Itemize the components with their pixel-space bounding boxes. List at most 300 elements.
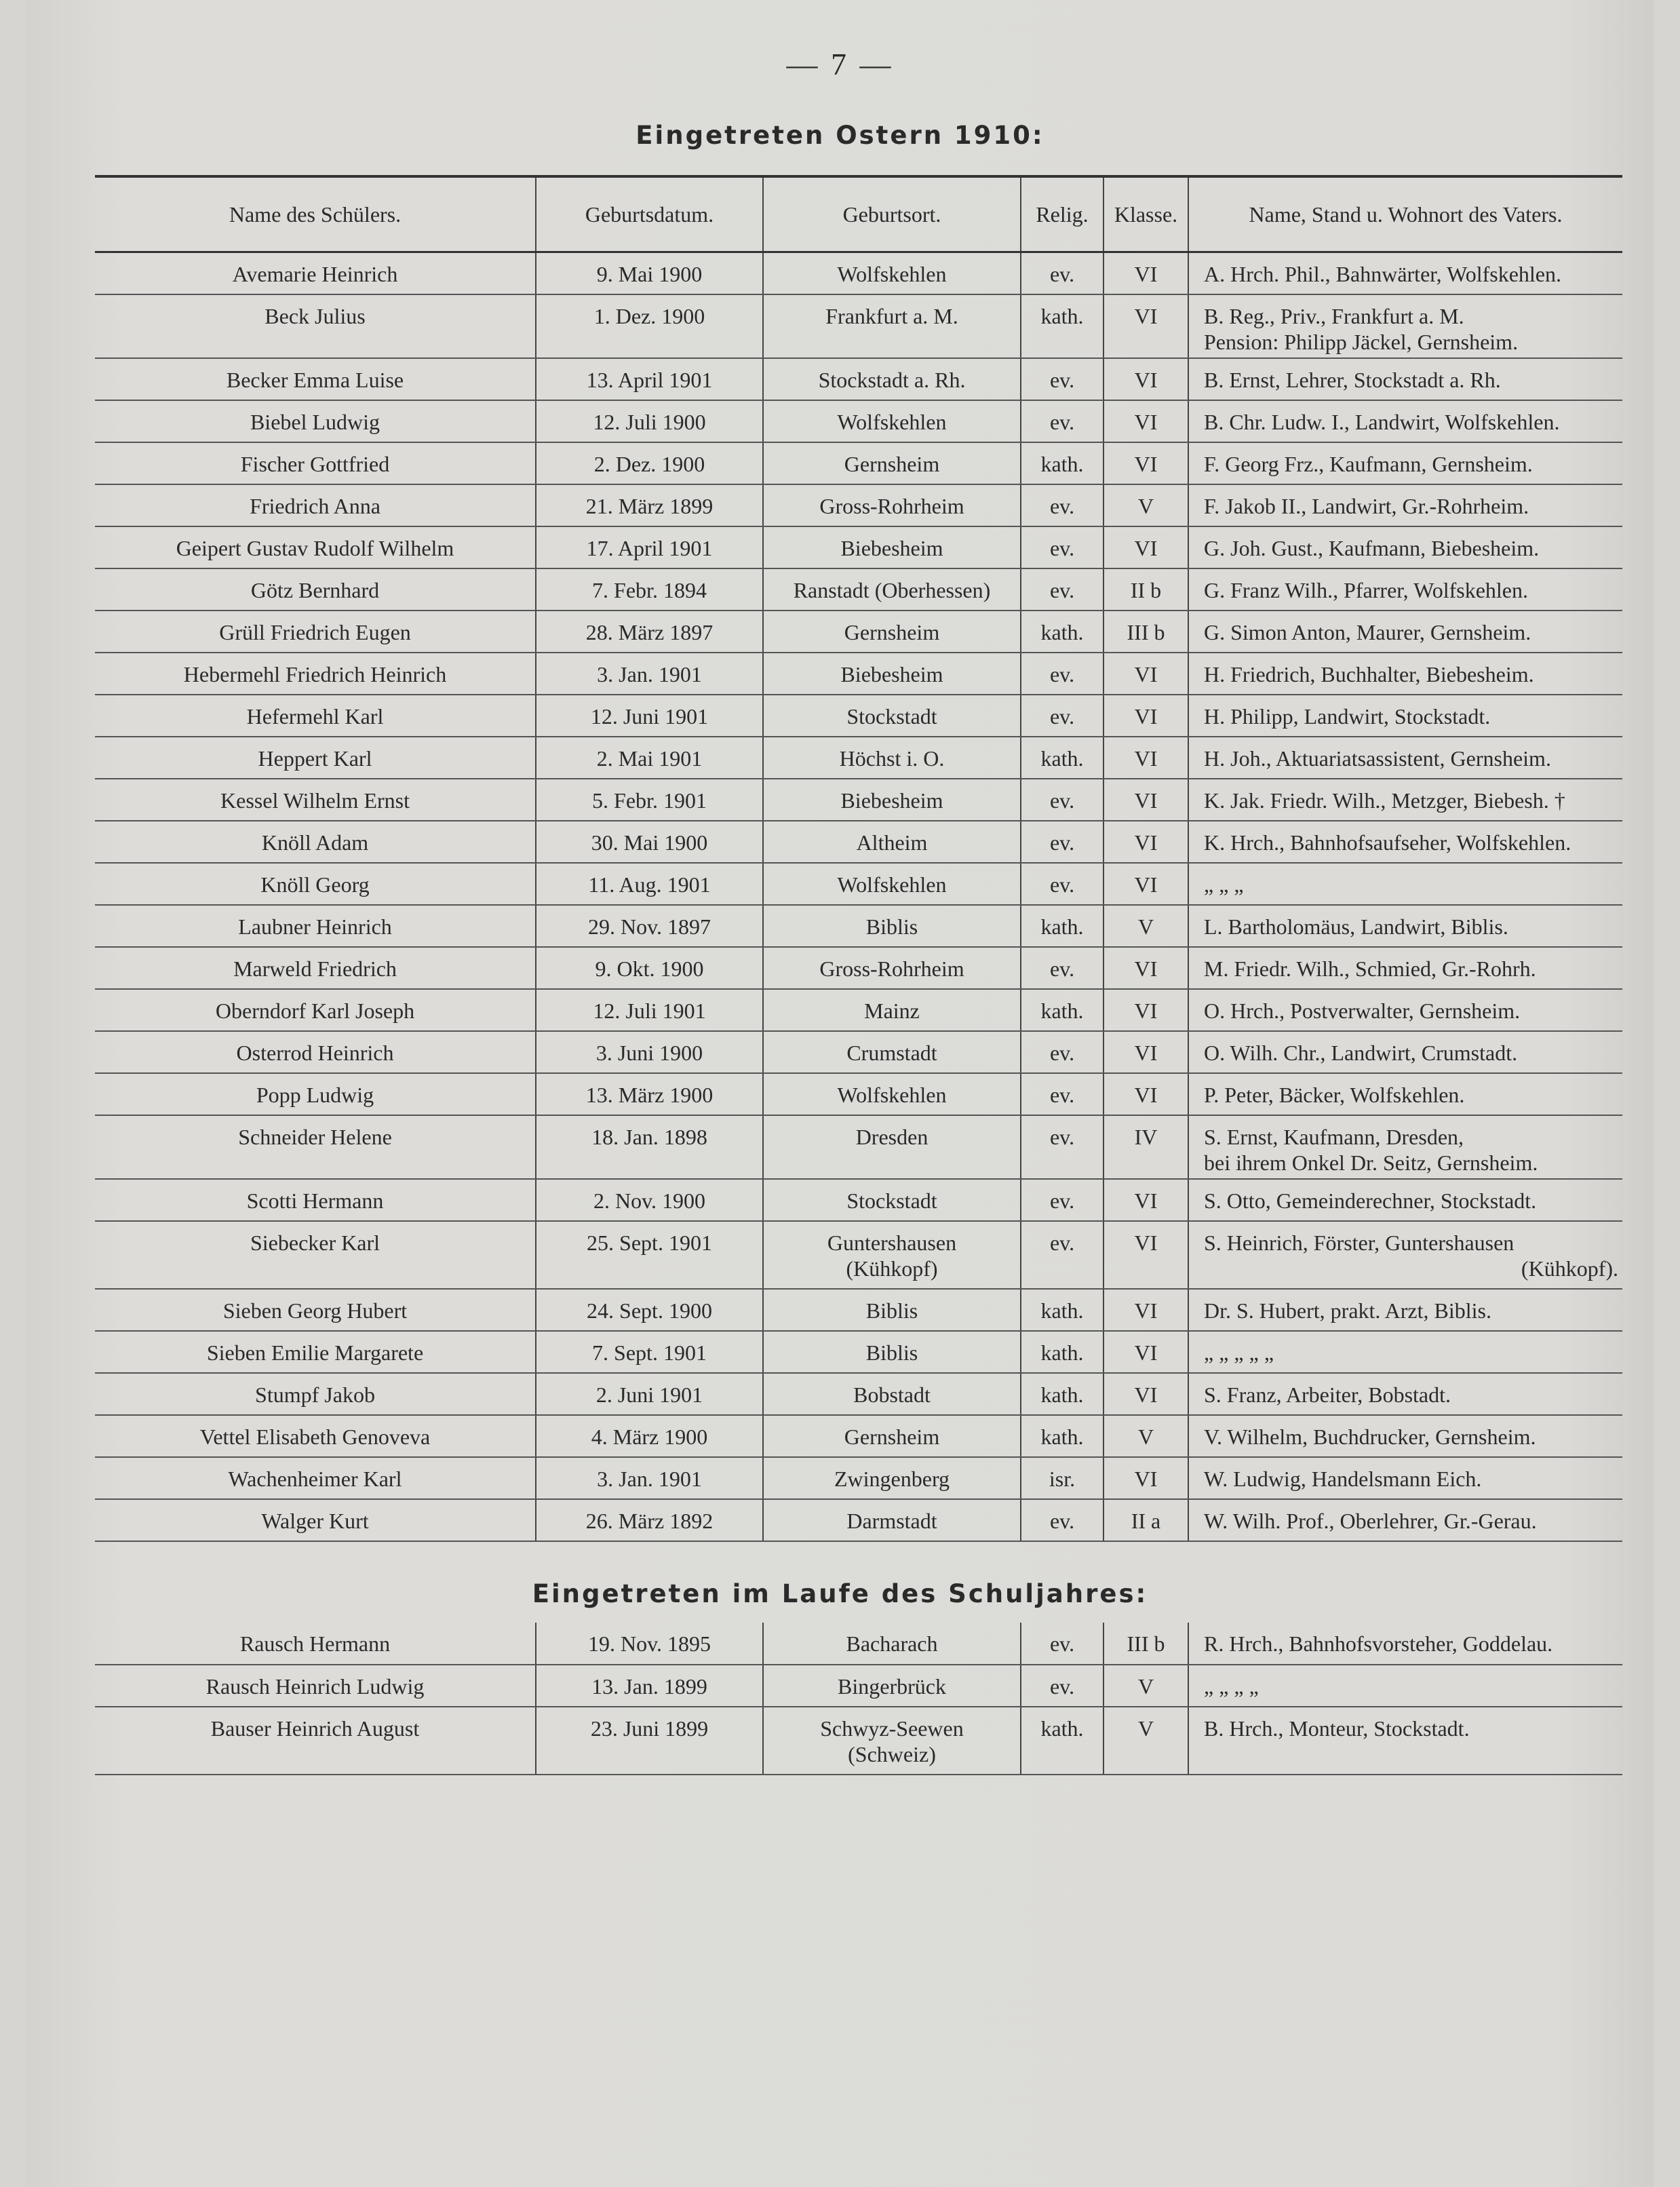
student-name: [95, 611, 536, 653]
birth-date-text: 2. Dez. 1900: [593, 451, 705, 476]
birth-place-text: Crumstadt: [846, 1040, 937, 1065]
birth-date: [536, 568, 763, 611]
klasse-text: VI: [1134, 262, 1158, 286]
student-name: [95, 526, 536, 568]
klasse-text: VI: [1134, 661, 1158, 686]
birth-date-text: 13. März 1900: [585, 1082, 714, 1107]
birth-place-text: Biblis: [865, 1340, 918, 1365]
birth-place-text: Wolfskehlen: [837, 1082, 947, 1107]
birth-date: [536, 905, 763, 947]
father-info-text: M. Friedr. Wilh., Schmied, Gr.-Rohrh.: [1204, 956, 1536, 981]
birth-date: [536, 1415, 763, 1457]
student-name-text: Friedrich Anna: [250, 493, 380, 518]
klasse: [1103, 1221, 1188, 1289]
religion-text: ev.: [1049, 367, 1075, 392]
birth-date: [536, 1457, 763, 1499]
father-info: [1188, 1499, 1622, 1541]
birth-date: [536, 779, 763, 821]
klasse-text: V: [1137, 1674, 1154, 1699]
birth-place: [763, 1457, 1021, 1499]
klasse-text: VI: [1134, 451, 1158, 476]
birth-place-text: Biblis: [865, 1298, 918, 1323]
father-info-line2: bei ihrem Onkel Dr. Seitz, Gernsheim.: [1204, 1150, 1538, 1175]
student-name-text: Marweld Friedrich: [233, 956, 397, 981]
father-info-text: O. Hrch., Postverwalter, Gernsheim.: [1204, 998, 1521, 1023]
birth-place-line2: (Kühkopf): [846, 1256, 938, 1281]
father-info: [1188, 1415, 1622, 1457]
birth-place-text: Mainz: [864, 998, 920, 1023]
table-row: [95, 1073, 1622, 1115]
birth-date: [536, 400, 763, 442]
religion-text: ev.: [1049, 493, 1075, 518]
father-info-text: S. Heinrich, Förster, Guntershausen: [1204, 1230, 1515, 1255]
student-name-text: Stumpf Jakob: [255, 1382, 375, 1407]
father-info: [1188, 989, 1622, 1031]
birth-date: [536, 947, 763, 989]
birth-date: [536, 737, 763, 779]
religion-text: kath.: [1040, 998, 1084, 1023]
table-row: [95, 568, 1622, 611]
father-info-text: F. Jakob II., Landwirt, Gr.-Rohrheim.: [1204, 493, 1529, 518]
birth-date-text: 13. Jan. 1899: [591, 1674, 707, 1699]
father-info-text: L. Bartholomäus, Landwirt, Biblis.: [1204, 914, 1508, 939]
father-info: [1188, 653, 1622, 695]
religion-text: ev.: [1049, 1040, 1075, 1065]
klasse-text: VI: [1134, 1188, 1158, 1213]
student-name-text: Götz Bernhard: [250, 577, 380, 602]
birth-place: [763, 1373, 1021, 1415]
student-name: [95, 1623, 536, 1665]
table-row: [95, 863, 1622, 905]
table-row: [95, 1289, 1622, 1331]
birth-place-text: Bobstadt: [853, 1382, 931, 1407]
father-info-text: G. Joh. Gust., Kaufmann, Biebesheim.: [1204, 535, 1540, 560]
birth-place-text: Gernsheim: [844, 451, 940, 476]
birth-place-text: Gernsheim: [844, 619, 940, 644]
klasse: [1103, 863, 1188, 905]
student-name-text: Wachenheimer Karl: [228, 1466, 402, 1491]
father-info: [1188, 905, 1622, 947]
father-info-text: A. Hrch. Phil., Bahnwärter, Wolfskehlen.: [1204, 262, 1561, 286]
student-name-text: Schneider Helene: [238, 1124, 392, 1149]
birth-date: [536, 611, 763, 653]
father-info-text: G. Simon Anton, Maurer, Gernsheim.: [1204, 619, 1531, 644]
student-name: [95, 1179, 536, 1221]
religion-text: ev.: [1049, 703, 1075, 729]
klasse-text: VI: [1134, 1298, 1158, 1323]
birth-date-text: 17. April 1901: [586, 535, 713, 560]
birth-date: [536, 821, 763, 863]
religion: [1021, 1665, 1103, 1707]
student-name: [95, 1289, 536, 1331]
father-info: [1188, 526, 1622, 568]
father-info: [1188, 1457, 1622, 1499]
birth-place-text: Wolfskehlen: [837, 409, 947, 434]
birth-date: [536, 1179, 763, 1221]
birth-date-text: 21. März 1899: [585, 493, 714, 518]
birth-date-text: 3. Jan. 1901: [597, 661, 702, 686]
father-info-line2: Pension: Philipp Jäckel, Gernsheim.: [1204, 329, 1519, 354]
klasse-text: VI: [1134, 1340, 1158, 1365]
religion-text: kath.: [1040, 1424, 1084, 1449]
father-info-text: O. Wilh. Chr., Landwirt, Crumstadt.: [1204, 1040, 1518, 1065]
klasse-text: V: [1137, 914, 1154, 939]
religion-text: ev.: [1049, 872, 1075, 897]
birth-place-text: Wolfskehlen: [837, 872, 947, 897]
father-info-text: P. Peter, Bäcker, Wolfskehlen.: [1204, 1082, 1465, 1107]
section-heading-easter: Eingetreten Ostern 1910:: [636, 121, 1044, 150]
klasse: [1103, 358, 1188, 400]
religion-text: ev.: [1049, 1082, 1075, 1107]
student-name: [95, 484, 536, 526]
birth-place: [763, 294, 1021, 358]
religion: [1021, 737, 1103, 779]
birth-date-text: 2. Juni 1901: [595, 1382, 703, 1407]
religion-text: ev.: [1049, 1631, 1075, 1656]
klasse: [1103, 442, 1188, 484]
father-info-text: Dr. S. Hubert, prakt. Arzt, Biblis.: [1204, 1298, 1491, 1323]
father-info: [1188, 1707, 1622, 1775]
religion-text: kath.: [1040, 619, 1084, 644]
birth-date: [536, 1707, 763, 1775]
birth-date-text: 13. April 1901: [586, 367, 713, 392]
birth-place: [763, 568, 1021, 611]
klasse-text: VI: [1134, 1382, 1158, 1407]
student-name: [95, 905, 536, 947]
birth-place: [763, 1179, 1021, 1221]
student-name-text: Sieben Georg Hubert: [222, 1298, 408, 1323]
student-name: [95, 653, 536, 695]
father-info-text: B. Hrch., Monteur, Stockstadt.: [1204, 1716, 1470, 1741]
birth-place-text: Gernsheim: [844, 1424, 940, 1449]
klasse: [1103, 905, 1188, 947]
klasse-text: VI: [1134, 956, 1158, 981]
student-name: [95, 1665, 536, 1707]
table-row: [95, 1457, 1622, 1499]
religion-text: ev.: [1049, 1674, 1075, 1699]
father-info-text: „ „ „ „: [1204, 1674, 1259, 1699]
klasse: [1103, 1707, 1188, 1775]
student-name-text: Biebel Ludwig: [250, 409, 380, 434]
student-name: [95, 1415, 536, 1457]
father-info-text: F. Georg Frz., Kaufmann, Gernsheim.: [1204, 451, 1533, 476]
klasse: [1103, 252, 1188, 294]
student-name: [95, 1373, 536, 1415]
birth-date-text: 19. Nov. 1895: [587, 1631, 711, 1656]
birth-date-text: 12. Juli 1900: [593, 409, 706, 434]
birth-date: [536, 442, 763, 484]
student-name: [95, 1031, 536, 1073]
klasse: [1103, 1623, 1188, 1665]
table-row: [95, 653, 1622, 695]
student-name: [95, 989, 536, 1031]
birth-place-text: Frankfurt a. M.: [825, 303, 958, 328]
birth-place-text: Zwingenberg: [834, 1466, 950, 1491]
table-row: [95, 1179, 1622, 1221]
student-name: [95, 1707, 536, 1775]
father-info: [1188, 611, 1622, 653]
student-name-text: Grüll Friedrich Eugen: [219, 619, 411, 644]
religion: [1021, 568, 1103, 611]
religion-text: ev.: [1049, 1508, 1075, 1533]
klasse-text: VI: [1134, 830, 1158, 855]
klasse-text: VI: [1134, 1466, 1158, 1491]
religion-text: ev.: [1049, 1188, 1075, 1213]
birth-date-text: 1. Dez. 1900: [593, 303, 705, 328]
klasse-text: VI: [1134, 872, 1158, 897]
birth-date-text: 18. Jan. 1898: [591, 1124, 707, 1149]
birth-date: [536, 1665, 763, 1707]
religion-text: kath.: [1040, 746, 1084, 771]
birth-place: [763, 779, 1021, 821]
birth-place-text: Biebesheim: [840, 661, 943, 686]
religion-text: ev.: [1049, 788, 1075, 813]
religion: [1021, 905, 1103, 947]
column-header-birth-date: Geburtsdatum.: [536, 176, 763, 252]
birth-place: [763, 358, 1021, 400]
birth-date: [536, 526, 763, 568]
student-name: [95, 400, 536, 442]
father-info-text: S. Ernst, Kaufmann, Dresden,: [1204, 1124, 1464, 1149]
klasse-text: VI: [1134, 367, 1158, 392]
religion: [1021, 611, 1103, 653]
religion: [1021, 1073, 1103, 1115]
table-row: [95, 1373, 1622, 1415]
religion-text: ev.: [1049, 661, 1075, 686]
father-info: [1188, 1115, 1622, 1179]
student-name: [95, 695, 536, 737]
klasse-text: II a: [1131, 1508, 1161, 1533]
student-name-text: Heppert Karl: [258, 746, 372, 771]
religion: [1021, 442, 1103, 484]
table-row: [95, 1415, 1622, 1457]
klasse-text: III b: [1127, 619, 1165, 644]
birth-date: [536, 1289, 763, 1331]
father-info: [1188, 1623, 1622, 1665]
birth-date-text: 11. Aug. 1901: [588, 872, 711, 897]
religion: [1021, 989, 1103, 1031]
student-name-text: Siebecker Karl: [250, 1230, 380, 1255]
birth-date: [536, 1221, 763, 1289]
birth-date-text: 28. März 1897: [585, 619, 714, 644]
student-name-text: Hefermehl Karl: [246, 703, 384, 729]
religion: [1021, 947, 1103, 989]
table-row: [95, 821, 1622, 863]
student-name-text: Geipert Gustav Rudolf Wilhelm: [176, 535, 454, 560]
father-info: [1188, 568, 1622, 611]
father-info: [1188, 1289, 1622, 1331]
father-info-text: B. Chr. Ludw. I., Landwirt, Wolfskehlen.: [1204, 409, 1560, 434]
klasse: [1103, 1373, 1188, 1415]
birth-date: [536, 1331, 763, 1373]
student-name-text: Hebermehl Friedrich Heinrich: [183, 661, 447, 686]
table-row: [95, 526, 1622, 568]
klasse: [1103, 611, 1188, 653]
birth-date: [536, 989, 763, 1031]
birth-date: [536, 484, 763, 526]
klasse-text: IV: [1134, 1124, 1158, 1149]
klasse: [1103, 568, 1188, 611]
father-info-text: S. Otto, Gemeinderechner, Stockstadt.: [1204, 1188, 1537, 1213]
birth-date-text: 26. März 1892: [585, 1508, 714, 1533]
birth-place-text: Wolfskehlen: [837, 262, 947, 286]
klasse: [1103, 737, 1188, 779]
column-header-klasse: Klasse.: [1103, 176, 1188, 252]
religion: [1021, 1289, 1103, 1331]
birth-date: [536, 1031, 763, 1073]
birth-place: [763, 695, 1021, 737]
religion-text: ev.: [1049, 409, 1075, 434]
birth-date: [536, 252, 763, 294]
religion-text: isr.: [1049, 1466, 1076, 1491]
father-info: [1188, 442, 1622, 484]
religion-text: ev.: [1049, 535, 1075, 560]
religion-text: ev.: [1049, 1124, 1075, 1149]
father-info: [1188, 779, 1622, 821]
table-row: [95, 737, 1622, 779]
religion: [1021, 400, 1103, 442]
birth-date-text: 23. Juni 1899: [590, 1716, 709, 1741]
father-info: [1188, 737, 1622, 779]
birth-place-text: Altheim: [856, 830, 928, 855]
religion: [1021, 1623, 1103, 1665]
father-info-text: H. Friedrich, Buchhalter, Biebesheim.: [1204, 661, 1534, 686]
student-name-text: Avemarie Heinrich: [232, 262, 398, 286]
father-info: [1188, 821, 1622, 863]
klasse: [1103, 1415, 1188, 1457]
religion: [1021, 653, 1103, 695]
birth-place: [763, 484, 1021, 526]
birth-date: [536, 1499, 763, 1541]
birth-place-text: Biblis: [865, 914, 918, 939]
student-name: [95, 294, 536, 358]
father-info-text: „ „ „ „ „: [1204, 1340, 1274, 1365]
religion-text: ev.: [1049, 577, 1075, 602]
religion: [1021, 1179, 1103, 1221]
birth-place: [763, 1031, 1021, 1073]
table-row: [95, 252, 1622, 294]
birth-date-text: 3. Jan. 1901: [597, 1466, 702, 1491]
birth-place: [763, 1415, 1021, 1457]
student-name: [95, 1221, 536, 1289]
student-name: [95, 1115, 536, 1179]
birth-date: [536, 1115, 763, 1179]
student-name: [95, 252, 536, 294]
religion: [1021, 252, 1103, 294]
religion: [1021, 1415, 1103, 1457]
birth-date: [536, 1073, 763, 1115]
klasse-text: V: [1137, 493, 1154, 518]
table-row: [95, 989, 1622, 1031]
birth-place-text: Stockstadt: [846, 1188, 937, 1213]
klasse: [1103, 1499, 1188, 1541]
klasse-text: II b: [1130, 577, 1162, 602]
father-info-text: „ „ „: [1204, 872, 1244, 897]
birth-place-text: Stockstadt a. Rh.: [818, 367, 966, 392]
father-info-text: H. Philipp, Landwirt, Stockstadt.: [1204, 703, 1491, 729]
father-info-text: B. Reg., Priv., Frankfurt a. M.: [1204, 303, 1464, 328]
student-name-text: Knöll Adam: [261, 830, 369, 855]
father-info: [1188, 1179, 1622, 1221]
father-info: [1188, 358, 1622, 400]
student-name-text: Rausch Hermann: [239, 1631, 391, 1656]
birth-date-text: 7. Sept. 1901: [592, 1340, 707, 1365]
student-name-text: Sieben Emilie Margarete: [206, 1340, 424, 1365]
birth-place: [763, 1115, 1021, 1179]
student-name-text: Walger Kurt: [261, 1508, 369, 1533]
klasse: [1103, 1115, 1188, 1179]
klasse-text: VI: [1134, 998, 1158, 1023]
religion-text: kath.: [1040, 1298, 1084, 1323]
birth-place: [763, 442, 1021, 484]
father-info: [1188, 400, 1622, 442]
birth-place: [763, 947, 1021, 989]
birth-place: [763, 737, 1021, 779]
student-name: [95, 442, 536, 484]
column-header-birth-place: Geburtsort.: [763, 176, 1021, 252]
father-info: [1188, 695, 1622, 737]
student-name: [95, 1331, 536, 1373]
birth-date-text: 3. Juni 1900: [595, 1040, 703, 1065]
table-row: [95, 1115, 1622, 1179]
klasse: [1103, 526, 1188, 568]
klasse-text: VI: [1134, 1040, 1158, 1065]
birth-date-text: 12. Juli 1901: [593, 998, 706, 1023]
religion: [1021, 1331, 1103, 1373]
klasse-text: VI: [1134, 1082, 1158, 1107]
religion: [1021, 526, 1103, 568]
student-name-text: Oberndorf Karl Joseph: [215, 998, 415, 1023]
klasse: [1103, 1289, 1188, 1331]
birth-date: [536, 863, 763, 905]
column-header-name: Name des Schülers.: [95, 176, 536, 252]
klasse: [1103, 989, 1188, 1031]
religion-text: kath.: [1040, 1382, 1084, 1407]
klasse-text: V: [1137, 1424, 1154, 1449]
father-info: [1188, 863, 1622, 905]
birth-place: [763, 526, 1021, 568]
father-info-text: H. Joh., Aktuariatsassistent, Gernsheim.: [1204, 746, 1551, 771]
table-row: [95, 1221, 1622, 1289]
klasse-text: VI: [1134, 409, 1158, 434]
klasse-text: VI: [1134, 303, 1158, 328]
klasse-text: VI: [1134, 1230, 1158, 1255]
father-info: [1188, 294, 1622, 358]
student-name-text: Laubner Heinrich: [238, 914, 392, 939]
birth-place-text: Guntershausen: [827, 1230, 957, 1255]
table-header-row: [95, 176, 1622, 252]
section-heading-during-year: Eingetreten im Laufe des Schuljahres:: [532, 1579, 1148, 1608]
father-info: [1188, 1373, 1622, 1415]
religion-text: ev.: [1049, 956, 1075, 981]
table-row: [95, 779, 1622, 821]
father-info-text: S. Franz, Arbeiter, Bobstadt.: [1204, 1382, 1451, 1407]
student-name-text: Becker Emma Luise: [226, 367, 404, 392]
klasse-text: VI: [1134, 746, 1158, 771]
birth-date-text: 2. Mai 1901: [596, 746, 703, 771]
father-info-text: W. Wilh. Prof., Oberlehrer, Gr.-Gerau.: [1204, 1508, 1537, 1533]
religion: [1021, 821, 1103, 863]
birth-place-text: Bingerbrück: [838, 1674, 946, 1699]
table-row: [95, 1623, 1622, 1665]
father-info: [1188, 1665, 1622, 1707]
student-name: [95, 947, 536, 989]
klasse: [1103, 1457, 1188, 1499]
column-header-religion: Relig.: [1021, 176, 1103, 252]
klasse: [1103, 1073, 1188, 1115]
birth-place: [763, 989, 1021, 1031]
birth-place-text: Stockstadt: [846, 703, 937, 729]
